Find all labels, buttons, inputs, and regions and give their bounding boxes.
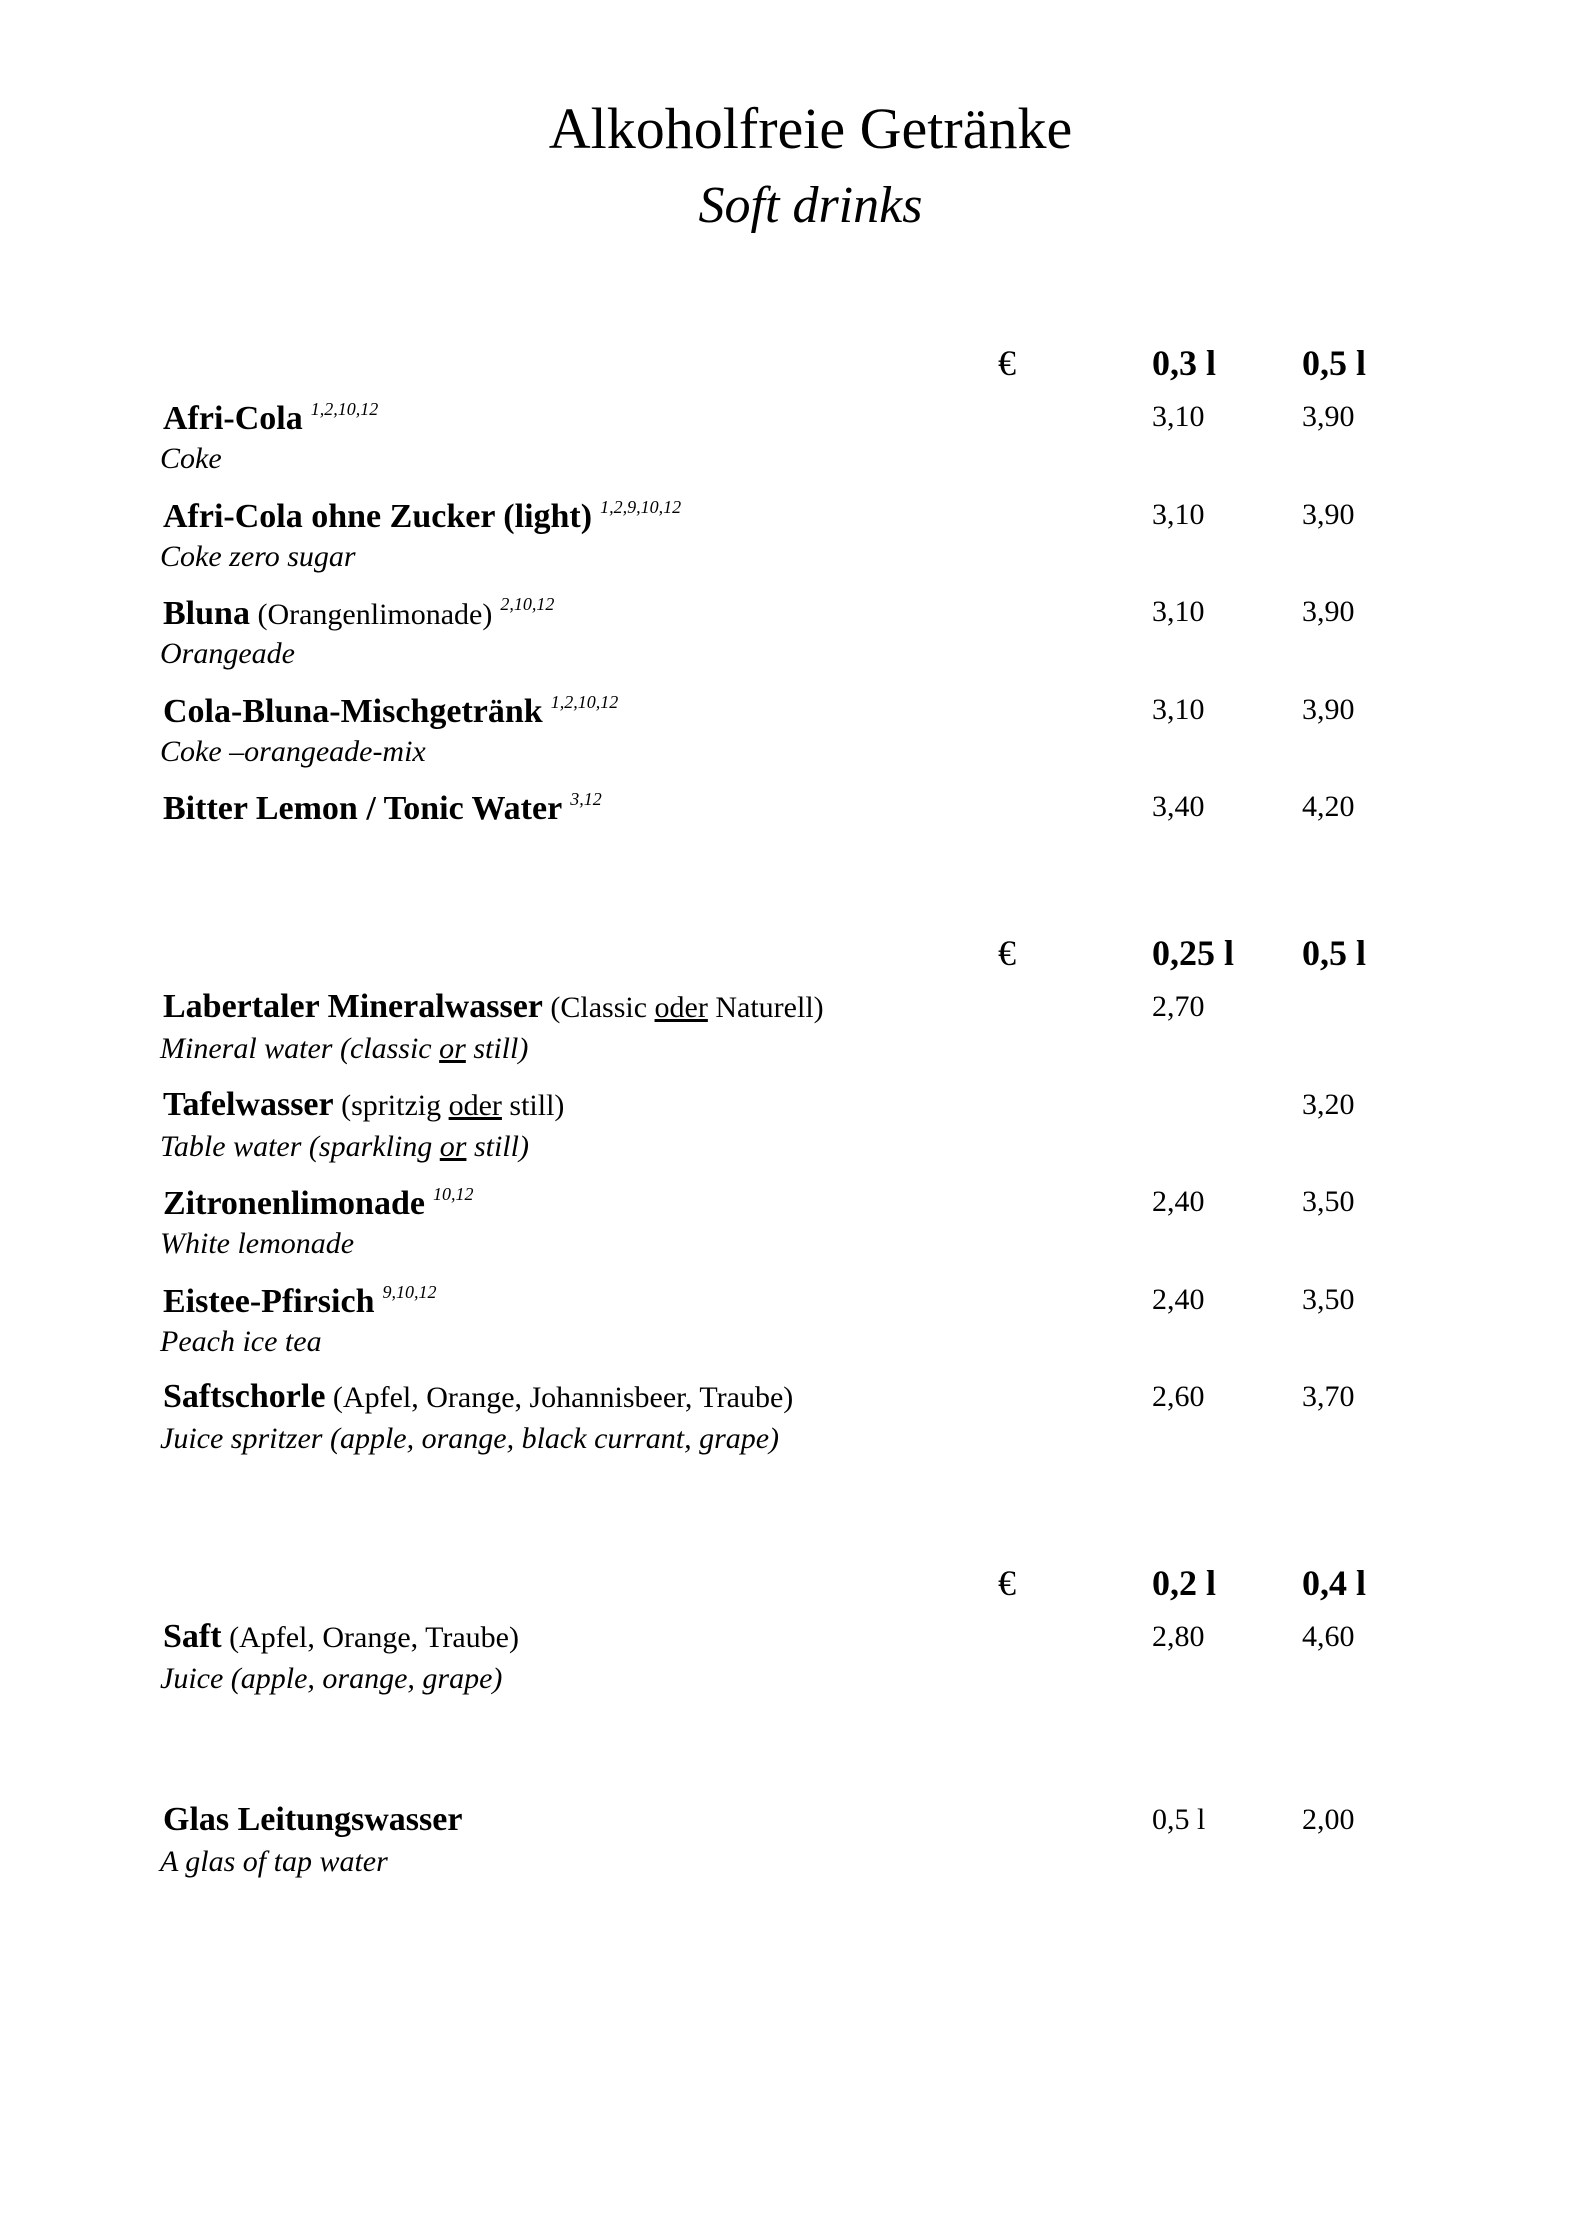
price-a: 3,10	[1152, 692, 1205, 726]
size-header-a: 0,2 l	[1152, 1563, 1217, 1603]
menu-item	[0, 1283, 1571, 1377]
item-detail	[325, 1381, 793, 1414]
item-name: Glas Leitungswasser	[163, 1801, 463, 1838]
price-a: 3,10	[1152, 400, 1205, 433]
item-name-line	[163, 790, 602, 826]
item-name-line	[163, 990, 824, 1024]
item-translation	[160, 639, 295, 669]
item-detail-text: still)	[509, 1088, 565, 1122]
item-name: Bluna	[163, 595, 250, 632]
item-translation	[160, 734, 426, 768]
item-name: Cola-Bluna-Mischgetränk	[163, 692, 543, 730]
item-translation-text: White lemonade	[160, 1227, 355, 1260]
item-translation-text: Juice spritzer (apple, orange, black currant, grape)	[160, 1422, 780, 1455]
menu-item	[0, 990, 1571, 1084]
size-header-b: 0,5 l	[1302, 933, 1367, 973]
item-detail-text: (Orangenlimonade)	[257, 598, 493, 631]
size-header-a: 0,25 l	[1152, 933, 1235, 973]
item-translation-text: Peach ice tea	[160, 1324, 322, 1358]
item-name: Saftschorle	[163, 1378, 326, 1415]
item-translation	[160, 1034, 528, 1064]
price-a: 3,10	[1152, 497, 1205, 531]
size-header-b: 0,4 l	[1302, 1563, 1367, 1603]
currency-header: €	[998, 1563, 1016, 1603]
item-detail	[334, 1089, 565, 1122]
price-b: 2,00	[1302, 1803, 1355, 1836]
price-a: 2,70	[1152, 990, 1205, 1023]
price-a: 2,60	[1152, 1380, 1205, 1413]
price-b: 4,20	[1302, 790, 1355, 823]
item-name: Labertaler Mineralwasser	[163, 988, 543, 1025]
item-detail-underlined: oder	[654, 991, 708, 1024]
item-detail-text: (Apfel, Orange, Traube)	[229, 1621, 519, 1654]
menu-item	[0, 1803, 1571, 1897]
price-a: 2,80	[1152, 1620, 1205, 1653]
additive-notes: 2,10,12	[500, 594, 555, 614]
item-translation-text: Coke –orangeade-mix	[160, 734, 426, 768]
item-translation-text: Mineral water (classic	[160, 1032, 432, 1065]
item-detail	[250, 598, 492, 631]
item-name-line	[163, 1185, 473, 1221]
menu-item	[0, 693, 1571, 787]
additive-notes: 10,12	[432, 1184, 474, 1204]
item-translation	[160, 1664, 502, 1694]
item-translation	[160, 1129, 529, 1163]
price-a: 3,10	[1152, 595, 1205, 628]
price-b: 3,90	[1302, 497, 1355, 531]
item-name-line	[163, 1283, 437, 1319]
item-name-line	[163, 498, 681, 534]
item-detail-underlined: oder	[448, 1088, 502, 1122]
item-name-line	[163, 595, 554, 631]
item-name: Bitter Lemon / Tonic Water	[163, 790, 563, 827]
menu-item	[0, 790, 1571, 884]
item-name-line	[163, 693, 618, 729]
size-header-b: 0,5 l	[1302, 343, 1367, 383]
item-translation-underlined: or	[439, 1129, 467, 1163]
additive-notes: 1,2,10,12	[310, 399, 379, 419]
item-translation-text: A glas of tap water	[160, 1845, 388, 1878]
item-name: Tafelwasser	[163, 1085, 334, 1123]
item-detail-text: (spritzig	[341, 1088, 442, 1122]
additive-notes: 3,12	[570, 789, 602, 809]
item-translation-text: Table water (sparkling	[160, 1129, 433, 1163]
price-a: 2,40	[1152, 1282, 1205, 1316]
item-translation-underlined: or	[439, 1032, 466, 1065]
item-name: Afri-Cola	[163, 400, 303, 437]
item-translation	[160, 1324, 322, 1358]
item-translation-text: Juice (apple, orange, grape)	[160, 1662, 503, 1695]
menu-item	[0, 400, 1571, 494]
item-detail-text: (Apfel, Orange, Johannisbeer, Traube)	[332, 1381, 794, 1414]
additive-notes: 1,2,9,10,12	[600, 496, 682, 517]
item-detail	[543, 991, 824, 1024]
price-a: 2,40	[1152, 1185, 1205, 1218]
item-translation	[160, 1847, 388, 1877]
item-translation-text: still)	[473, 1032, 529, 1065]
size-header-a: 0,3 l	[1152, 343, 1217, 383]
item-translation	[160, 444, 222, 474]
item-translation-text: Coke zero sugar	[160, 539, 356, 573]
price-a: 3,40	[1152, 790, 1205, 823]
menu-item	[0, 595, 1571, 689]
item-translation-text: Orangeade	[160, 637, 295, 670]
menu-item	[0, 1185, 1571, 1279]
currency-header: €	[998, 343, 1016, 383]
price-b: 3,20	[1302, 1087, 1355, 1121]
page-title: Alkoholfreie Getränke	[548, 96, 1073, 161]
item-detail-text: (Classic	[550, 991, 648, 1024]
menu-item	[0, 1620, 1571, 1714]
item-translation-text: Coke	[160, 442, 222, 475]
item-name-line	[163, 400, 378, 436]
menu-item	[0, 1085, 1571, 1182]
price-b: 3,50	[1302, 1282, 1355, 1316]
item-name: Saft	[163, 1618, 222, 1655]
currency-header: €	[998, 933, 1016, 973]
price-b: 3,50	[1302, 1185, 1355, 1218]
item-name-line	[163, 1085, 565, 1123]
item-translation	[160, 1424, 779, 1454]
price-b: 4,60	[1302, 1620, 1355, 1653]
item-translation	[160, 1229, 354, 1259]
price-b: 3,90	[1302, 692, 1355, 726]
additive-notes: 1,2,10,12	[550, 691, 619, 712]
item-translation	[160, 539, 356, 573]
page-subtitle: Soft drinks	[698, 177, 923, 234]
price-b: 3,70	[1302, 1380, 1355, 1413]
item-name-line	[163, 1803, 462, 1837]
item-detail	[222, 1621, 519, 1654]
additive-notes: 9,10,12	[382, 1281, 437, 1302]
item-name-line	[163, 1620, 519, 1654]
menu-item	[0, 1380, 1571, 1474]
price-a: 0,5 l	[1152, 1803, 1206, 1836]
price-b: 3,90	[1302, 400, 1355, 433]
item-name-line	[163, 1380, 793, 1414]
menu-item	[0, 498, 1571, 592]
item-name: Zitronenlimonade	[163, 1185, 425, 1222]
item-name: Afri-Cola ohne Zucker (light)	[163, 497, 593, 535]
price-b: 3,90	[1302, 595, 1355, 628]
item-translation-text: still)	[473, 1129, 529, 1163]
item-name: Eistee-Pfirsich	[163, 1282, 375, 1320]
item-detail-text: Naturell)	[715, 991, 824, 1024]
